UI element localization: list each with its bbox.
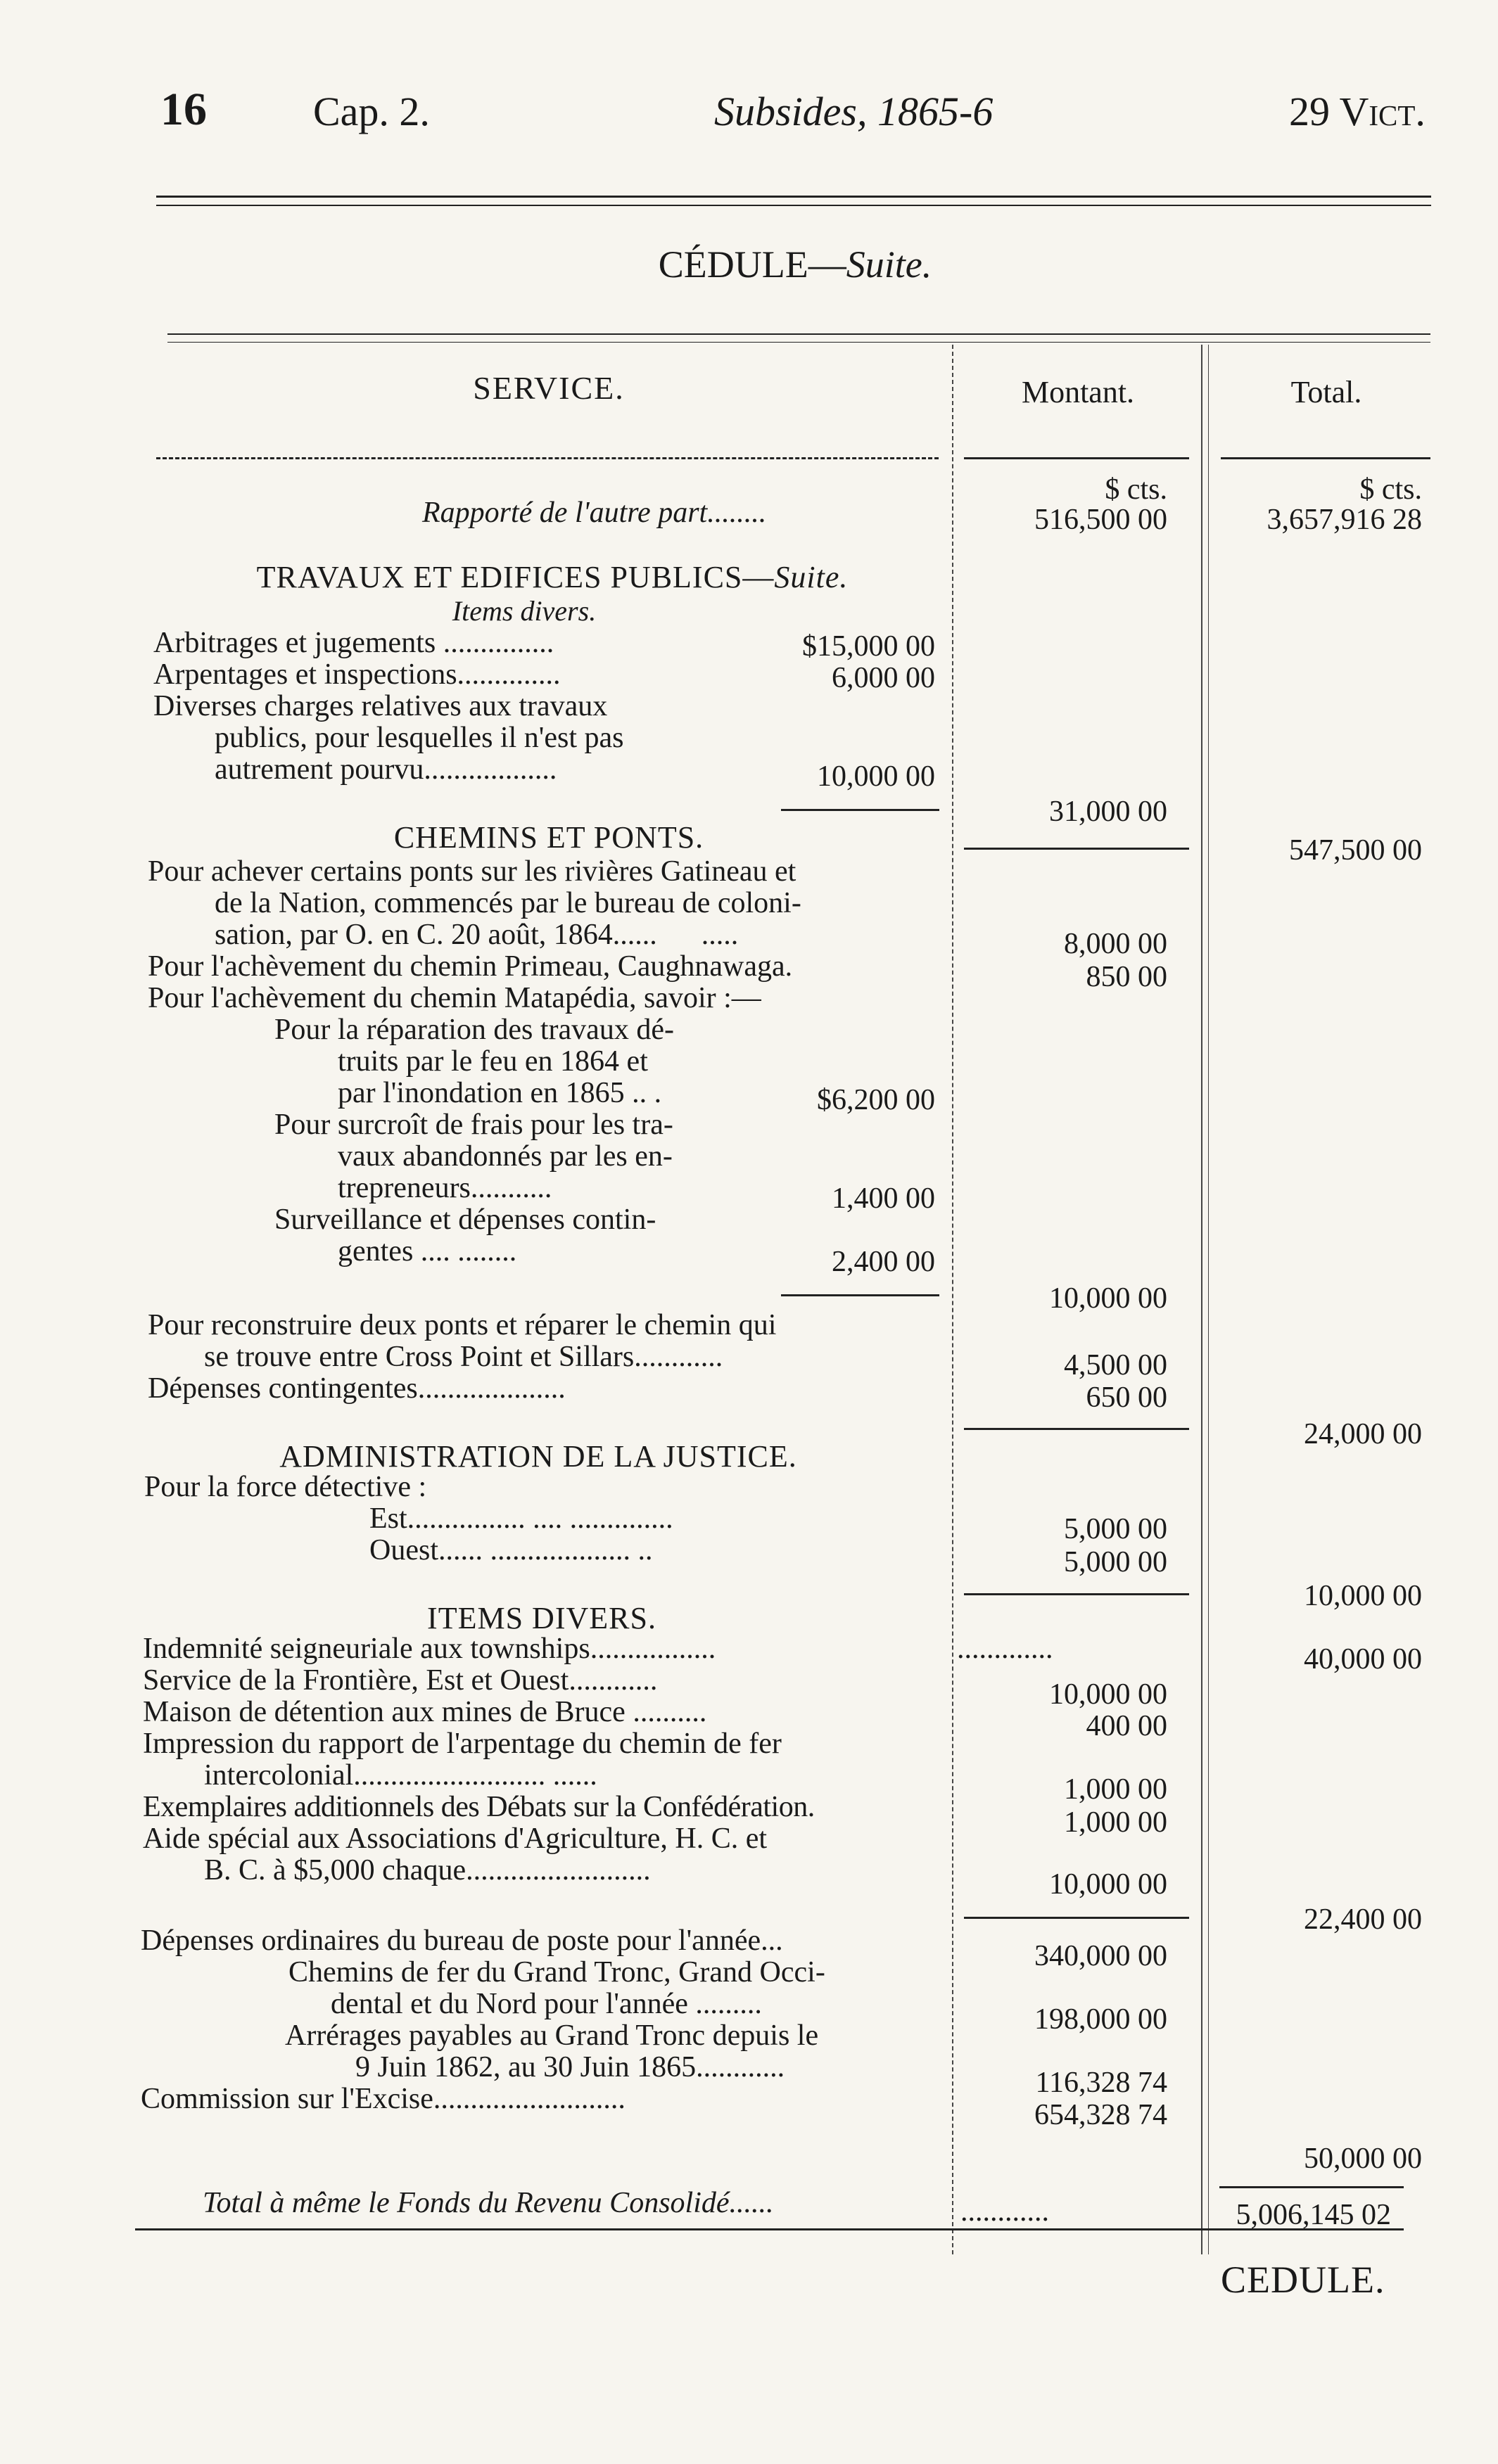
header-rule-bottom	[156, 205, 1431, 206]
travaux-heading: TRAVAUX ET EDIFICES PUBLICS—Suite.	[256, 560, 849, 594]
table-rule-top	[167, 333, 1430, 335]
chemins-s1b: truits par le feu en 1864 et	[338, 1045, 648, 1078]
chemins-p1b: de la Nation, commencés par le bureau de coloni-	[215, 887, 801, 919]
travaux-montant-rule	[964, 848, 1189, 850]
items-i1-dots: .............	[957, 1633, 1053, 1665]
chemins-s2-amount: 1,400 00	[832, 1182, 935, 1215]
chemins-s2c: trepreneurs...........	[338, 1172, 552, 1204]
justice-ouest-montant: 5,000 00	[1064, 1546, 1167, 1578]
poste-p4-montant: 654,328 74	[1034, 2099, 1167, 2131]
poste-p2b: dental et du Nord pour l'année .........	[331, 1988, 762, 2020]
header-underline-montant	[964, 457, 1189, 459]
divider-montant-total-a	[1201, 345, 1202, 2254]
poste-p1: Dépenses ordinaires du bureau de poste pour l'année...	[141, 1924, 783, 1957]
items-i4b: intercolonial.......................... ......	[204, 1759, 597, 1792]
travaux-subheading: Items divers.	[452, 595, 597, 627]
chemins-p2: Pour l'achèvement du chemin Primeau, Caughnawaga.	[148, 950, 793, 983]
divider-service-montant	[952, 345, 953, 2254]
unit-total: $ cts.	[1359, 473, 1422, 506]
poste-p1-montant: 340,000 00	[1034, 1940, 1167, 1972]
travaux-line-3c: autrement pourvu..................	[215, 753, 557, 786]
poste-total: 50,000 00	[1304, 2143, 1422, 2175]
column-header-service: SERVICE.	[473, 370, 625, 406]
chemins-heading: CHEMINS ET PONTS.	[393, 820, 704, 855]
items-i1-total: 40,000 00	[1304, 1643, 1422, 1675]
poste-p4: Commission sur l'Excise..........................	[141, 2083, 626, 2115]
travaux-line-3b: publics, pour lesquelles il n'est pas	[215, 722, 624, 754]
chemins-s3a: Surveillance et dépenses contin-	[274, 1204, 656, 1236]
travaux-amount-2: 6,000 00	[832, 662, 935, 694]
grand-total-value: 5,006,145 02	[1236, 2199, 1391, 2231]
regnal-year: 29 Vict.	[1289, 89, 1426, 134]
items-total: 22,400 00	[1304, 1903, 1422, 1936]
cedule-heading: CÉDULE—Suite.	[658, 243, 932, 286]
travaux-subtotal-rule	[781, 809, 939, 811]
travaux-montant: 31,000 00	[1049, 796, 1167, 828]
poste-p2a: Chemins de fer du Grand Tronc, Grand Occi-	[288, 1956, 825, 1989]
travaux-line-1: Arbitrages et jugements ...............	[153, 627, 554, 659]
divider-montant-total-b	[1208, 345, 1209, 2254]
items-montant-rule	[964, 1917, 1189, 1919]
catchword: CEDULE.	[1221, 2259, 1385, 2301]
items-i6b: B. C. à $5,000 chaque.........................	[204, 1854, 651, 1887]
items-i6-montant: 10,000 00	[1049, 1868, 1167, 1901]
carried-forward-total: 3,657,916 28	[1267, 504, 1422, 536]
justice-p1: Pour la force détective :	[144, 1471, 427, 1503]
items-i6a: Aide spécial aux Associations d'Agriculture, H. C. et	[143, 1823, 768, 1855]
items-i3: Maison de détention aux mines de Bruce ..........	[143, 1696, 707, 1728]
chemins-p3-montant: 10,000 00	[1049, 1282, 1167, 1315]
justice-est-montant: 5,000 00	[1064, 1513, 1167, 1545]
chemins-montant-rule	[964, 1428, 1189, 1430]
poste-p3-montant: 116,328 74	[1035, 2067, 1167, 2099]
column-header-montant: Montant.	[1021, 375, 1135, 409]
chemins-p4-montant: 4,500 00	[1064, 1349, 1167, 1381]
poste-p3b: 9 Juin 1862, au 30 Juin 1865............	[355, 2051, 785, 2083]
travaux-amount-3: 10,000 00	[817, 760, 935, 793]
justice-est: Est................ .... ..............	[369, 1502, 673, 1535]
chapter-label: Cap. 2.	[313, 89, 430, 134]
grand-total-rule-bottom	[135, 2228, 1404, 2230]
items-i2-montant: 10,000 00	[1049, 1678, 1167, 1711]
items-i1: Indemnité seigneuriale aux townships.................	[143, 1633, 716, 1665]
header-underline-total	[1221, 457, 1430, 459]
travaux-line-2: Arpentages et inspections..............	[153, 658, 561, 691]
items-i3-montant: 400 00	[1086, 1710, 1167, 1742]
travaux-amount-1: $15,000 00	[802, 630, 935, 663]
carried-forward-montant: 516,500 00	[1034, 504, 1167, 536]
chemins-p4b: se trouve entre Cross Point et Sillars............	[204, 1341, 723, 1373]
chemins-p1-montant: 8,000 00	[1064, 928, 1167, 960]
items-i2: Service de la Frontière, Est et Ouest............	[143, 1664, 658, 1697]
header-underline-service	[156, 457, 939, 459]
carried-forward-label: Rapporté de l'autre part........	[422, 497, 767, 529]
chemins-p1a: Pour achever certains ponts sur les rivières Gatineau et	[148, 855, 796, 888]
items-i5: Exemplaires additionnels des Débats sur la Confédération.	[143, 1791, 815, 1823]
travaux-total: 547,500 00	[1289, 834, 1422, 867]
chemins-p4a: Pour reconstruire deux ponts et réparer le chemin qui	[148, 1309, 777, 1341]
header-rule-top	[156, 196, 1431, 198]
chemins-p5: Dépenses contingentes....................	[148, 1372, 566, 1405]
chemins-s2a: Pour surcroît de frais pour les tra-	[274, 1109, 673, 1141]
items-i4-montant: 1,000 00	[1064, 1773, 1167, 1806]
grand-total-label: Total à même le Fonds du Revenu Consolidé......	[203, 2187, 774, 2219]
chemins-s3-amount: 2,400 00	[832, 1246, 935, 1278]
justice-ouest: Ouest...... ................... ..	[369, 1534, 653, 1566]
chemins-p1c: sation, par O. en C. 20 août, 1864...... .....	[215, 919, 739, 951]
poste-p2-montant: 198,000 00	[1034, 2003, 1167, 2036]
chemins-total: 24,000 00	[1304, 1418, 1422, 1450]
chemins-s1-amount: $6,200 00	[817, 1084, 935, 1116]
chemins-s2b: vaux abandonnés par les en-	[338, 1140, 673, 1173]
items-i4a: Impression du rapport de l'arpentage du chemin de fer	[143, 1728, 782, 1760]
chemins-s1c: par l'inondation en 1865 .. .	[338, 1077, 662, 1109]
unit-montant: $ cts.	[1105, 473, 1167, 506]
travaux-line-3a: Diverses charges relatives aux travaux	[153, 690, 608, 722]
table-rule-top2	[167, 342, 1430, 343]
justice-montant-rule	[964, 1593, 1189, 1595]
poste-p3a: Arrérages payables au Grand Tronc depuis le	[285, 2019, 819, 2052]
chemins-p2-montant: 850 00	[1086, 961, 1167, 993]
chemins-p5-montant: 650 00	[1086, 1381, 1167, 1414]
column-header-total: Total.	[1290, 375, 1362, 409]
running-title: Subsides, 1865-6	[714, 89, 994, 134]
items-i5-montant: 1,000 00	[1064, 1806, 1167, 1839]
chemins-s3b: gentes .... ........	[338, 1235, 517, 1268]
justice-heading: ADMINISTRATION DE LA JUSTICE.	[279, 1439, 797, 1474]
chemins-p3: Pour l'achèvement du chemin Matapédia, savoir :—	[148, 982, 761, 1014]
items-heading: ITEMS DIVERS.	[427, 1601, 656, 1635]
chemins-subtotal-rule	[781, 1294, 939, 1296]
chemins-s1a: Pour la réparation des travaux dé-	[274, 1014, 674, 1046]
page-number: 16	[160, 84, 207, 135]
grand-total-rule-top	[1219, 2186, 1404, 2188]
grand-total-montant-dots: ............	[960, 2195, 1049, 2228]
justice-total: 10,000 00	[1304, 1580, 1422, 1612]
